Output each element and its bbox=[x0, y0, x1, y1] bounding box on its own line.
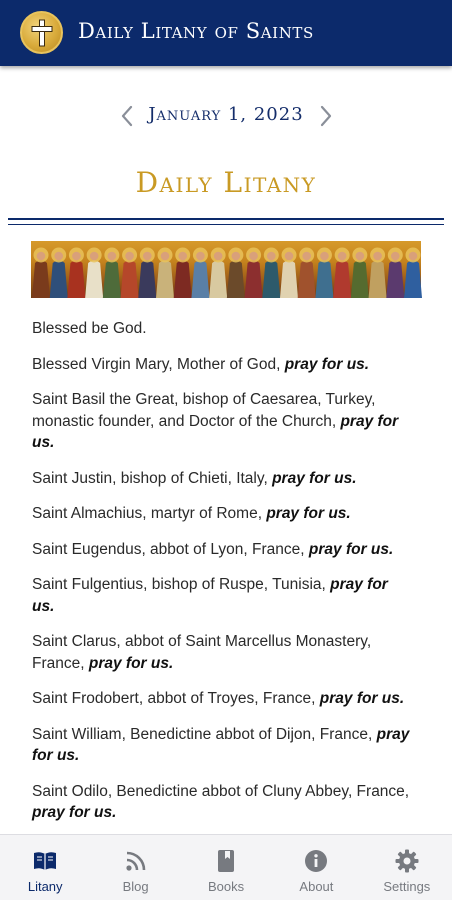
cross-logo-icon bbox=[20, 11, 63, 54]
litany-line bbox=[32, 688, 412, 710]
litany-text: Saint Justin, bishop of Chieti, Italy, bbox=[32, 469, 273, 487]
litany-line bbox=[32, 354, 412, 376]
litany-response: pray for us. bbox=[32, 576, 388, 615]
info-icon bbox=[303, 848, 329, 874]
saints-painting-banner bbox=[31, 241, 421, 298]
bottom-navigation bbox=[0, 834, 452, 900]
litany-line bbox=[32, 781, 412, 824]
nav-label-litany: Litany bbox=[27, 879, 63, 894]
section-title: Daily Litany bbox=[135, 166, 317, 199]
book-icon bbox=[213, 848, 239, 874]
litany-line bbox=[32, 468, 412, 490]
litany-line bbox=[32, 574, 412, 617]
litany-line bbox=[32, 724, 412, 767]
date-navigator bbox=[0, 98, 452, 136]
litany-text: Saint Odilo, Benedictine abbot of Cluny Abbey, France, bbox=[32, 782, 410, 800]
litany-text: Saint Frodobert, abbot of Troyes, France, bbox=[32, 690, 320, 707]
litany-response: pray for us. bbox=[319, 690, 405, 707]
nav-item-books[interactable] bbox=[181, 835, 271, 900]
divider bbox=[8, 224, 444, 225]
nav-label-about: About bbox=[299, 879, 334, 894]
litany-line bbox=[32, 318, 412, 340]
litany-text: Saint Almachius, martyr of Rome, bbox=[32, 505, 267, 522]
nav-label-settings: Settings bbox=[383, 879, 431, 894]
litany-response: pray for us. bbox=[308, 540, 394, 558]
litany-list bbox=[32, 318, 412, 834]
litany-text: Blessed be God. bbox=[32, 320, 147, 337]
book-open-icon bbox=[32, 848, 58, 874]
litany-response: pray for us. bbox=[266, 505, 351, 522]
litany-line bbox=[32, 631, 412, 674]
litany-text: Blessed Virgin Mary, Mother of God, bbox=[32, 355, 285, 373]
nav-item-blog[interactable] bbox=[90, 835, 180, 900]
litany-text: Saint Fulgentius, bishop of Ruspe, Tunisia, bbox=[32, 576, 331, 593]
rss-icon bbox=[123, 848, 149, 874]
nav-label-books: Books bbox=[207, 879, 245, 894]
litany-text: Saint Basil the Great, bishop of Caesarea, Turkey, monastic founder, and Doctor of the Church, bbox=[32, 391, 376, 430]
app-title: Daily Litany of Saints bbox=[78, 19, 314, 43]
current-date: January 1, 2023 bbox=[148, 104, 304, 125]
nav-item-litany[interactable] bbox=[0, 835, 90, 900]
litany-text: Saint Clarus, abbot of Saint Marcellus Monastery, France, bbox=[32, 633, 372, 672]
nav-item-settings[interactable] bbox=[362, 835, 452, 900]
gear-icon bbox=[394, 848, 420, 874]
nav-item-about[interactable] bbox=[271, 835, 361, 900]
app-bar bbox=[0, 0, 452, 66]
litany-text: Saint William, Benedictine abbot of Dijon, France, bbox=[32, 725, 377, 743]
litany-response: pray for us. bbox=[272, 469, 357, 487]
litany-response: pray for us. bbox=[32, 412, 399, 451]
litany-response: pray for us. bbox=[32, 804, 117, 821]
litany-line bbox=[32, 539, 412, 561]
litany-text: Saint Eugendus, abbot of Lyon, France, bbox=[32, 540, 309, 558]
litany-line bbox=[32, 503, 412, 525]
litany-response: pray for us. bbox=[32, 725, 410, 764]
litany-line bbox=[32, 389, 412, 454]
divider bbox=[8, 218, 444, 220]
nav-label-blog: Blog bbox=[122, 879, 149, 894]
litany-response: pray for us. bbox=[284, 355, 370, 373]
litany-response: pray for us. bbox=[88, 654, 174, 672]
chevron-right-icon[interactable] bbox=[314, 104, 338, 128]
